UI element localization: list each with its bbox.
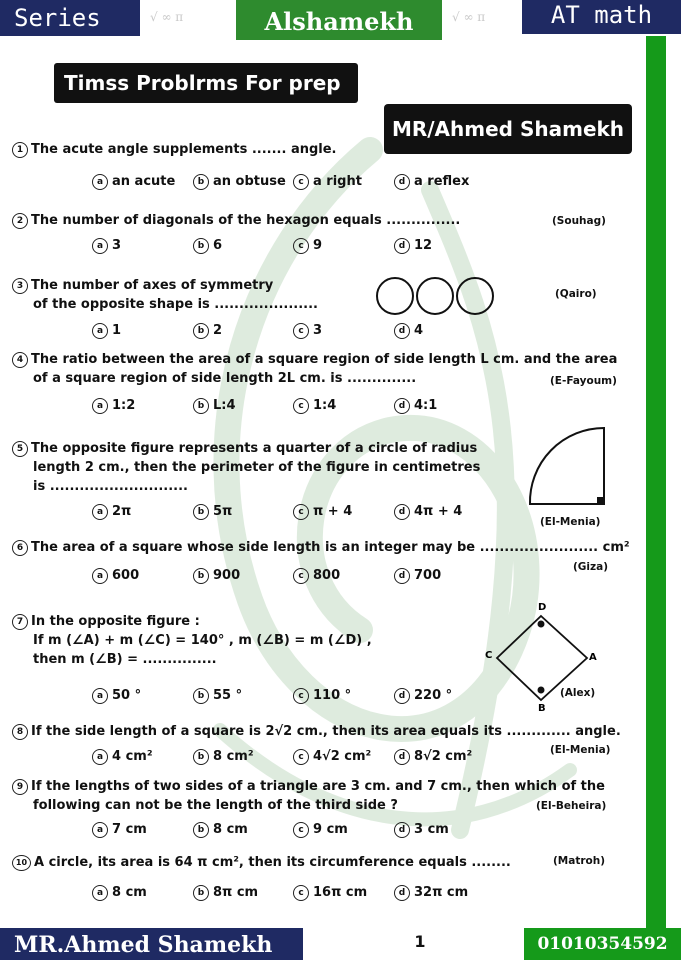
option-letter: c <box>293 238 309 254</box>
question-source: (E-Fayoum) <box>550 375 617 387</box>
option-text: an acute <box>112 174 176 189</box>
option-d[interactable] <box>394 174 469 190</box>
question-2 <box>12 211 460 230</box>
option-text: 4√2 cm² <box>313 749 372 764</box>
option-text: 8π cm <box>213 885 259 900</box>
option-text: 8 cm <box>112 885 147 900</box>
option-letter: c <box>293 174 309 190</box>
option-a[interactable] <box>92 688 141 704</box>
option-c[interactable] <box>293 323 322 339</box>
option-letter: a <box>92 885 108 901</box>
option-c[interactable] <box>293 398 336 414</box>
option-text: 3 cm <box>414 822 449 837</box>
option-d[interactable] <box>394 749 472 765</box>
option-b[interactable] <box>193 822 248 838</box>
option-text: 8 cm <box>213 822 248 837</box>
vertex-label-a: A <box>589 652 597 663</box>
option-letter: c <box>293 398 309 414</box>
option-text: 600 <box>112 568 140 583</box>
footer-phone: 01010354592 <box>524 928 681 960</box>
option-d[interactable] <box>394 885 468 901</box>
option-text: 6 <box>213 238 223 253</box>
option-letter: b <box>193 822 209 838</box>
question-number: 2 <box>12 213 28 229</box>
option-d[interactable] <box>394 323 423 339</box>
option-c[interactable] <box>293 174 362 190</box>
option-letter: d <box>394 885 410 901</box>
brand-badge: Alshamekh <box>236 0 442 40</box>
option-text: 3 <box>313 323 323 338</box>
question-text: A circle, its area is 64 π cm², then its circumference equals ........ <box>34 855 511 870</box>
option-text: 5π <box>213 504 233 519</box>
option-letter: c <box>293 688 309 704</box>
option-text: 8√2 cm² <box>414 749 473 764</box>
question-text: If the lengths of two sides of a triangle are 3 cm. and 7 cm., then which of the <box>31 779 605 794</box>
question-number: 6 <box>12 540 28 556</box>
option-a[interactable] <box>92 568 139 584</box>
three-circles-figure <box>374 276 498 316</box>
side-bar <box>646 36 666 928</box>
option-a[interactable] <box>92 323 121 339</box>
question-text-line2: following can not be the length of the third side ? <box>33 798 398 813</box>
page-number: 1 <box>414 932 426 951</box>
question-1 <box>12 140 337 159</box>
option-letter: a <box>92 822 108 838</box>
option-letter: c <box>293 504 309 520</box>
option-letter: d <box>394 238 410 254</box>
option-text: an obtuse <box>213 174 286 189</box>
option-b[interactable] <box>193 885 258 901</box>
vertex-label-d: D <box>538 602 547 613</box>
option-c[interactable] <box>293 688 351 704</box>
option-c[interactable] <box>293 238 322 254</box>
question-source: (El-Beheira) <box>536 800 607 812</box>
option-text: 2π <box>112 504 132 519</box>
option-text: 1:2 <box>112 398 136 413</box>
option-a[interactable] <box>92 238 121 254</box>
option-b[interactable] <box>193 504 232 520</box>
option-letter: b <box>193 398 209 414</box>
question-text-line2: of a square region of side length 2L cm. is .............. <box>33 371 417 386</box>
option-text: 800 <box>313 568 341 583</box>
option-c[interactable] <box>293 568 340 584</box>
option-text: 900 <box>213 568 241 583</box>
option-text: 700 <box>414 568 442 583</box>
question-number: 7 <box>12 614 28 630</box>
option-text: 9 <box>313 238 323 253</box>
option-letter: b <box>193 323 209 339</box>
question-3 <box>12 276 318 314</box>
option-a[interactable] <box>92 174 175 190</box>
question-text: In the opposite figure : <box>31 614 200 629</box>
option-c[interactable] <box>293 885 367 901</box>
option-letter: c <box>293 749 309 765</box>
option-letter: b <box>193 568 209 584</box>
question-9 <box>12 777 605 815</box>
option-text: 12 <box>414 238 433 253</box>
option-text: 8 cm² <box>213 749 254 764</box>
question-10 <box>12 853 511 872</box>
option-letter: a <box>92 398 108 414</box>
option-a[interactable] <box>92 822 147 838</box>
option-letter: b <box>193 504 209 520</box>
option-letter: a <box>92 568 108 584</box>
question-text: The opposite figure represents a quarter of a circle of radius <box>31 441 478 456</box>
option-b[interactable] <box>193 749 254 765</box>
option-c[interactable] <box>293 504 352 520</box>
option-text: 4 <box>414 323 424 338</box>
option-letter: d <box>394 504 410 520</box>
option-d[interactable] <box>394 504 462 520</box>
option-c[interactable] <box>293 749 371 765</box>
option-d[interactable] <box>394 822 449 838</box>
option-letter: d <box>394 688 410 704</box>
question-number: 4 <box>12 352 28 368</box>
option-letter: a <box>92 238 108 254</box>
vertex-label-b: B <box>538 703 546 712</box>
question-source: (Souhag) <box>552 215 606 227</box>
option-text: 1:4 <box>313 398 337 413</box>
question-text: The ratio between the area of a square region of side length L cm. and the area <box>31 352 618 367</box>
option-text: 3 <box>112 238 122 253</box>
question-text: If the side length of a square is 2√2 cm., then its area equals its ............. angle. <box>31 724 621 739</box>
option-text: 50 ° <box>112 688 142 703</box>
option-b[interactable] <box>193 174 286 190</box>
option-text: 9 cm <box>313 822 348 837</box>
option-text: 2 <box>213 323 223 338</box>
subject-badge: AT math <box>522 0 681 34</box>
option-letter: d <box>394 323 410 339</box>
option-letter: d <box>394 398 410 414</box>
option-d[interactable] <box>394 398 437 414</box>
question-source: (Giza) <box>573 561 609 573</box>
option-text: 16π cm <box>313 885 368 900</box>
option-text: 32π cm <box>414 885 469 900</box>
option-letter: b <box>193 749 209 765</box>
question-source: (El-Menia) <box>550 744 611 756</box>
question-number: 10 <box>12 855 31 871</box>
decorative-math-icon: √ ∞ π <box>150 10 184 24</box>
option-letter: a <box>92 749 108 765</box>
question-source: (Qairo) <box>555 288 597 300</box>
option-letter: b <box>193 885 209 901</box>
option-letter: b <box>193 174 209 190</box>
option-a[interactable] <box>92 749 153 765</box>
question-text: The number of diagonals of the hexagon equals ............... <box>31 213 461 228</box>
option-letter: d <box>394 174 410 190</box>
option-text: L:4 <box>213 398 236 413</box>
option-letter: b <box>193 238 209 254</box>
option-text: 4:1 <box>414 398 438 413</box>
question-4 <box>12 350 617 388</box>
question-source: (El-Menia) <box>540 516 601 528</box>
option-c[interactable] <box>293 822 348 838</box>
question-source: (Alex) <box>560 687 596 699</box>
option-b[interactable] <box>193 688 242 704</box>
question-source: (Matroh) <box>553 855 606 867</box>
option-text: a right <box>313 174 362 189</box>
option-text: 1 <box>112 323 122 338</box>
option-a[interactable] <box>92 885 147 901</box>
option-text: 220 ° <box>414 688 453 703</box>
option-text: π + 4 <box>313 504 353 519</box>
question-number: 3 <box>12 278 28 294</box>
page-title: Timss Problrms For prep 3 <box>54 63 358 103</box>
option-letter: d <box>394 749 410 765</box>
option-d[interactable] <box>394 568 441 584</box>
question-text: The number of axes of symmetry <box>31 278 274 293</box>
question-text-line2: If m (∠A) + m (∠C) = 140° , m (∠B) = m (∠D) , <box>33 633 372 648</box>
option-text: a reflex <box>414 174 470 189</box>
option-letter: a <box>92 323 108 339</box>
option-b[interactable] <box>193 398 236 414</box>
option-letter: b <box>193 688 209 704</box>
option-text: 7 cm <box>112 822 147 837</box>
question-text-line2: length 2 cm., then the perimeter of the figure in centimetres <box>33 460 481 475</box>
option-d[interactable] <box>394 238 432 254</box>
option-letter: a <box>92 174 108 190</box>
footer-teacher-name: MR.Ahmed Shamekh <box>0 928 303 960</box>
question-number: 1 <box>12 142 28 158</box>
decorative-math-icon: √ ∞ π <box>452 10 486 24</box>
option-letter: a <box>92 504 108 520</box>
question-number: 8 <box>12 724 28 740</box>
option-text: 110 ° <box>313 688 352 703</box>
teacher-name: MR/Ahmed Shamekh <box>384 104 632 154</box>
option-text: 55 ° <box>213 688 243 703</box>
option-letter: d <box>394 568 410 584</box>
option-letter: a <box>92 688 108 704</box>
question-7 <box>12 612 372 669</box>
question-text: The area of a square whose side length is an integer may be ........................ cm² <box>31 540 630 555</box>
option-d[interactable] <box>394 688 452 704</box>
option-text: 4 cm² <box>112 749 153 764</box>
quarter-circle-figure <box>528 426 608 508</box>
series-badge: Series <box>0 0 140 36</box>
question-text-line3: is ............................ <box>33 479 188 494</box>
option-letter: c <box>293 568 309 584</box>
option-b[interactable] <box>193 323 222 339</box>
question-8 <box>12 722 621 741</box>
question-text-line2: of the opposite shape is ..................... <box>33 297 318 312</box>
option-letter: c <box>293 323 309 339</box>
question-6 <box>12 538 630 557</box>
question-text: The acute angle supplements ....... angle. <box>31 142 337 157</box>
option-text: 4π + 4 <box>414 504 463 519</box>
option-letter: c <box>293 822 309 838</box>
question-5 <box>12 439 480 496</box>
option-letter: d <box>394 822 410 838</box>
option-letter: c <box>293 885 309 901</box>
option-a[interactable] <box>92 504 131 520</box>
option-b[interactable] <box>193 568 240 584</box>
question-text-line3: then m (∠B) = ............... <box>33 652 217 667</box>
option-a[interactable] <box>92 398 135 414</box>
vertex-label-c: C <box>485 650 493 661</box>
question-number: 9 <box>12 779 28 795</box>
question-number: 5 <box>12 441 28 457</box>
option-b[interactable] <box>193 238 222 254</box>
